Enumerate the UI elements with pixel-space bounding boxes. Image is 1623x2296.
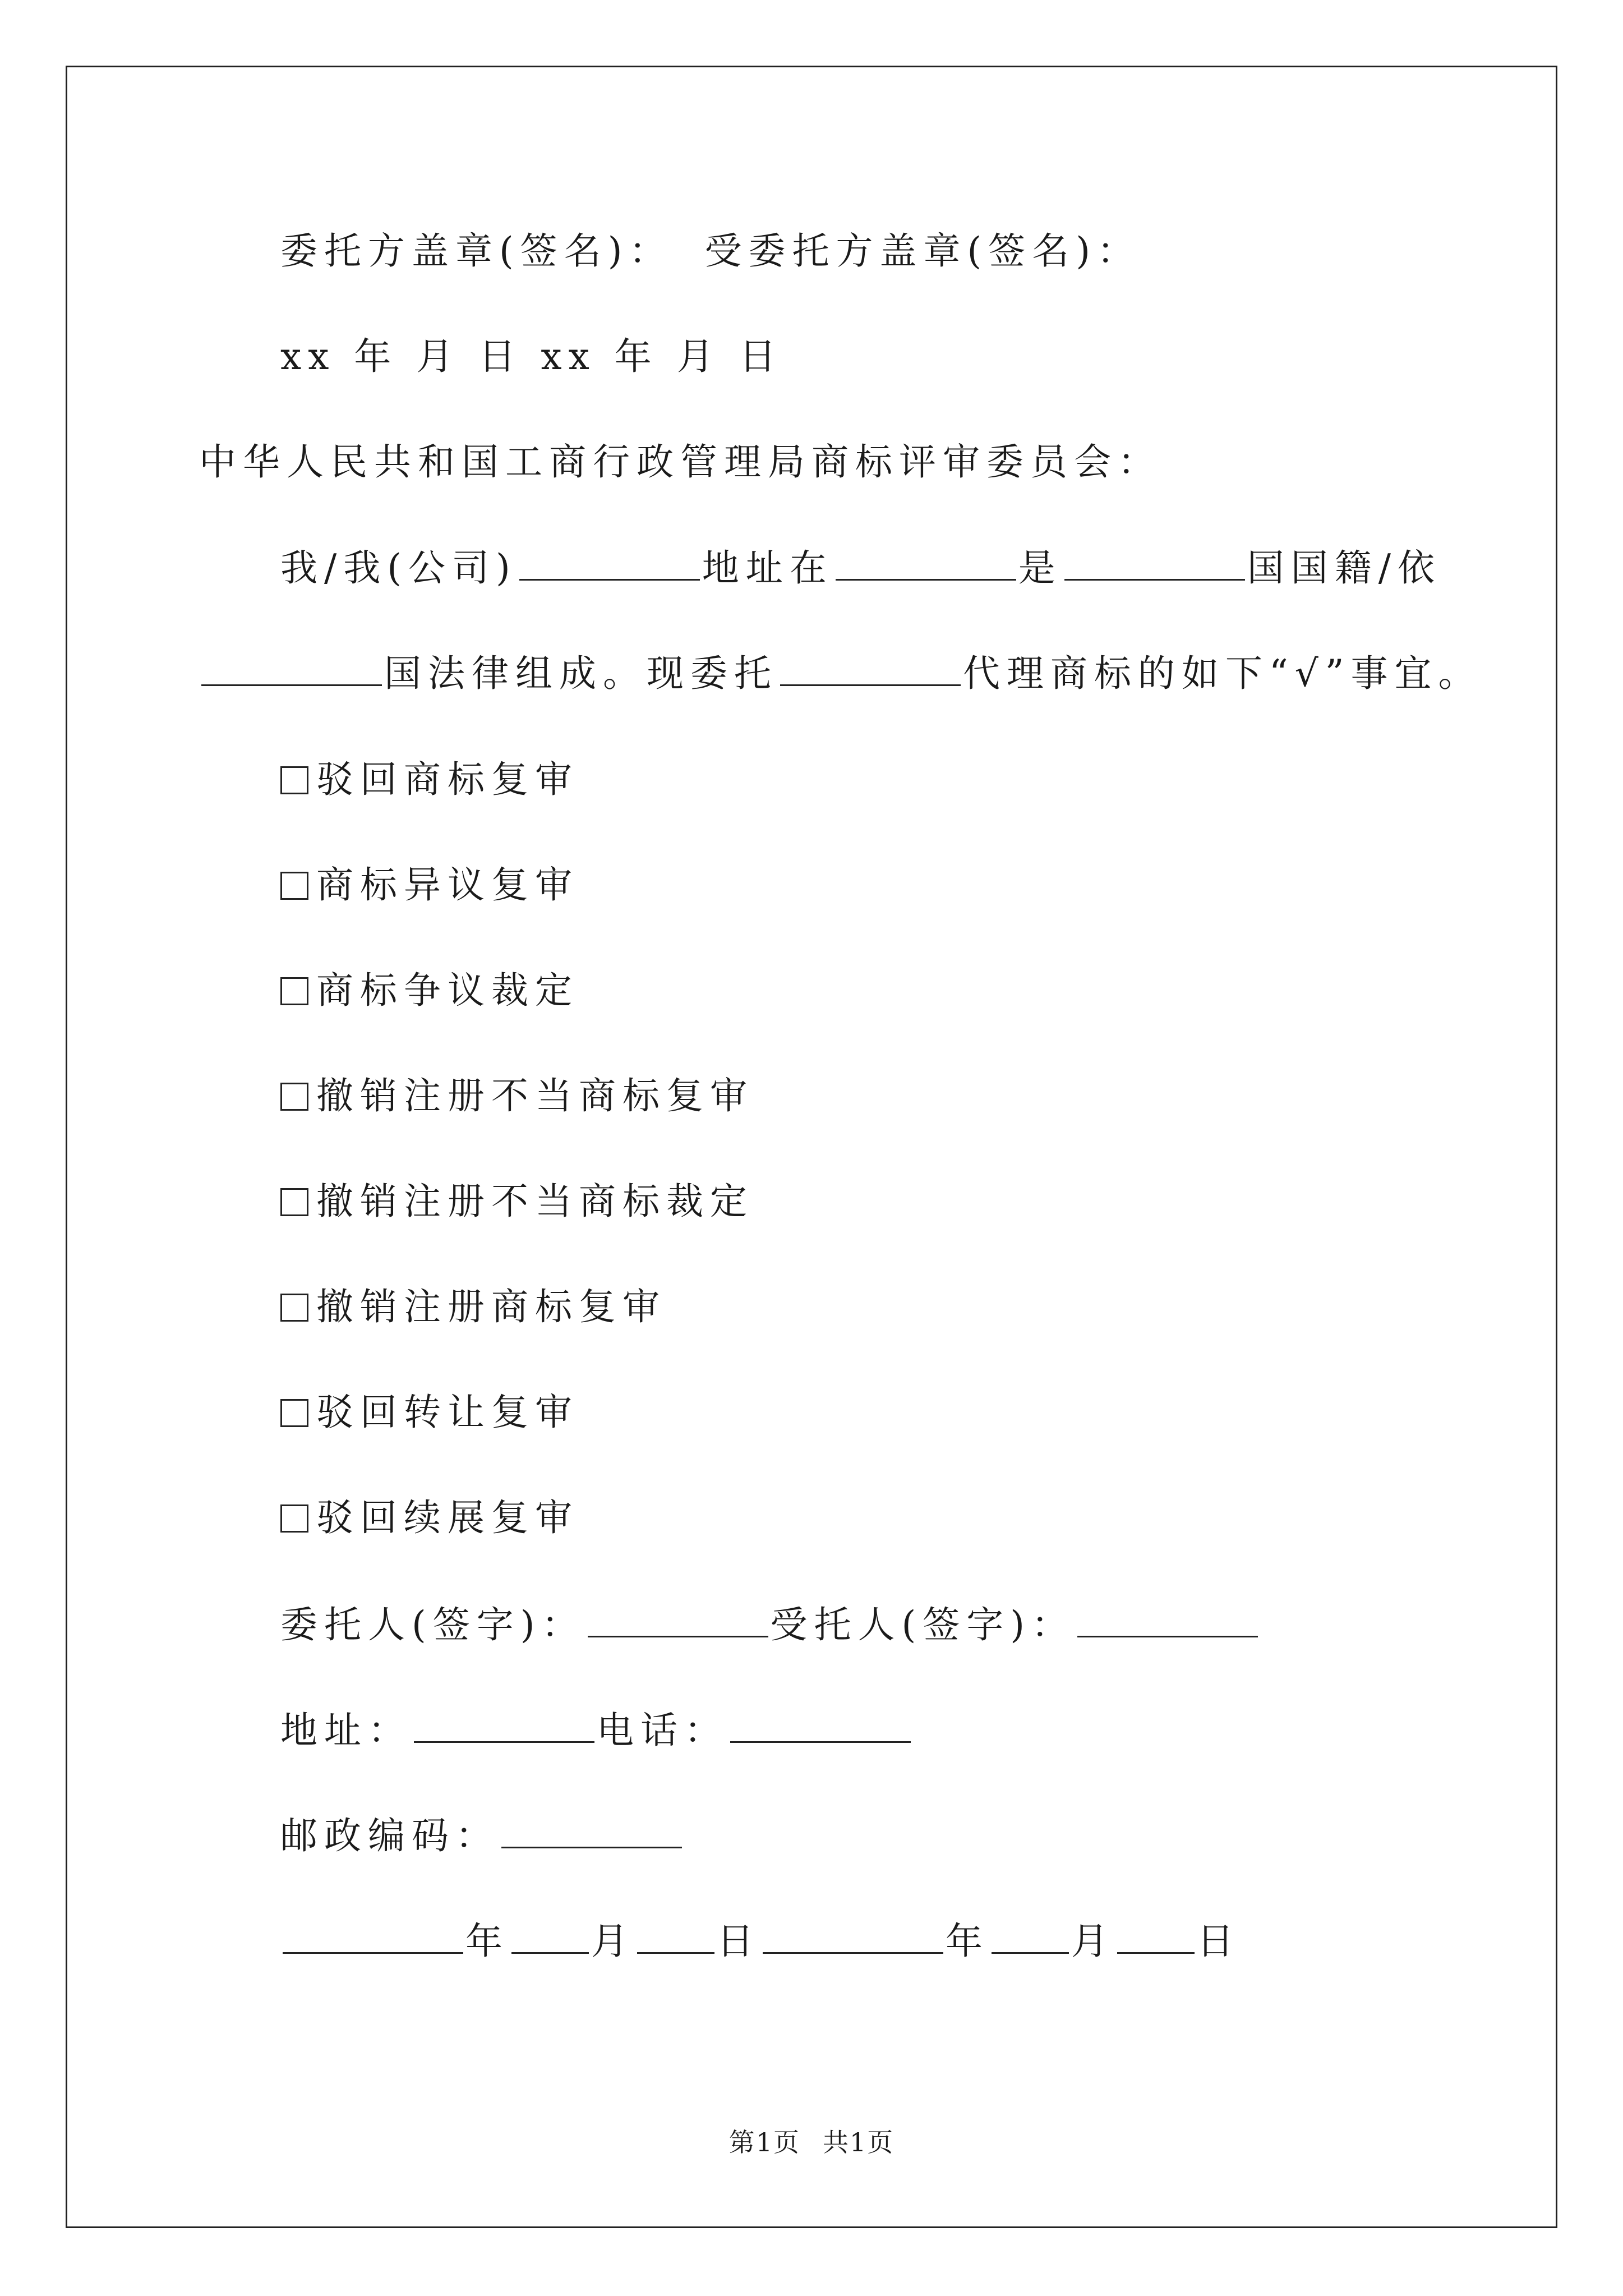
option-item[interactable] (280, 1074, 754, 1119)
phone-field[interactable] (730, 1708, 911, 1743)
address-label: 地址： (280, 1709, 412, 1752)
option-label: 商标争议裁定 (316, 969, 579, 1012)
checkbox-icon[interactable] (280, 872, 308, 900)
year-blank[interactable] (283, 1918, 463, 1954)
year-label: 年 (946, 1920, 989, 1963)
body-paragraph-line-2 (199, 651, 1482, 696)
option-item[interactable] (280, 863, 579, 908)
address-field[interactable] (414, 1708, 594, 1743)
principal-signature-blank[interactable] (588, 1602, 768, 1637)
body-text: 我/我(公司) (280, 546, 517, 590)
agent-blank[interactable] (780, 651, 961, 686)
option-label: 商标异议复审 (316, 863, 579, 907)
checkbox-icon[interactable] (280, 1399, 308, 1427)
address-blank[interactable] (836, 545, 1016, 581)
body-paragraph-line-1 (280, 545, 1441, 591)
postal-line (280, 1813, 684, 1858)
body-text: 国法律组成。现委托 (384, 652, 778, 695)
date-line: xx 年 月 日 xx 年 月 日 (280, 335, 783, 378)
option-label: 驳回转让复审 (316, 1391, 579, 1434)
seal-line (280, 229, 1141, 274)
checkbox-icon[interactable] (280, 1504, 308, 1533)
option-label: 撤销注册不当商标复审 (316, 1074, 754, 1117)
signature-line (280, 1602, 1260, 1648)
option-item[interactable] (280, 757, 579, 802)
option-item[interactable] (280, 968, 579, 1013)
option-label: 驳回续展复审 (316, 1496, 579, 1539)
checkbox-icon[interactable] (280, 1294, 308, 1322)
checkbox-icon[interactable] (280, 1188, 308, 1216)
option-item[interactable] (280, 1179, 754, 1224)
page-border (66, 66, 1557, 2228)
body-text: 国国籍/依 (1247, 546, 1441, 590)
body-text: 地址在 (702, 546, 833, 590)
option-label: 撤销注册商标复审 (316, 1285, 666, 1328)
day-blank[interactable] (637, 1918, 714, 1954)
checkbox-icon[interactable] (280, 977, 308, 1005)
day-label: 日 (717, 1920, 760, 1963)
agent-signature-blank[interactable] (1077, 1602, 1258, 1637)
addressee: 中华人民共和国工商行政管理局商标评审委员会： (199, 440, 1161, 484)
day-blank[interactable] (1117, 1918, 1195, 1954)
option-label: 驳回商标复审 (316, 758, 579, 801)
postal-field[interactable] (501, 1813, 682, 1848)
nationality-blank[interactable] (1064, 545, 1245, 581)
body-text: 是 (1018, 546, 1062, 590)
agent-signature-label: 受托人(签字)： (770, 1603, 1075, 1646)
principal-signature-label: 委托人(签字)： (280, 1603, 585, 1646)
checkbox-icon[interactable] (280, 766, 308, 794)
phone-label: 电话： (597, 1709, 728, 1752)
name-blank[interactable] (519, 545, 700, 581)
option-item[interactable] (280, 1285, 666, 1329)
principal-seal-label: 委托方盖章(签名)： (280, 229, 673, 273)
body-text: 代理商标的如下“√”事宜。 (963, 652, 1482, 695)
option-item[interactable] (280, 1390, 579, 1435)
page-footer (0, 2122, 1623, 2159)
country-law-blank[interactable] (201, 651, 382, 686)
year-label: 年 (465, 1920, 509, 1963)
checkbox-icon[interactable] (280, 1083, 308, 1111)
month-blank[interactable] (992, 1918, 1069, 1954)
month-label: 月 (1071, 1920, 1115, 1963)
date-fields-line (280, 1918, 1241, 1964)
month-blank[interactable] (511, 1918, 589, 1954)
page-total: 共1页 (823, 2127, 895, 2157)
option-label: 撤销注册不当商标裁定 (316, 1180, 754, 1223)
page-number: 第1页 (728, 2127, 800, 2157)
day-label: 日 (1197, 1920, 1241, 1963)
agent-seal-label: 受委托方盖章(签名)： (704, 229, 1141, 273)
contact-line (280, 1708, 913, 1753)
postal-label: 邮政编码： (280, 1814, 499, 1857)
year-blank[interactable] (763, 1918, 943, 1954)
option-item[interactable] (280, 1496, 579, 1540)
month-label: 月 (591, 1920, 635, 1963)
